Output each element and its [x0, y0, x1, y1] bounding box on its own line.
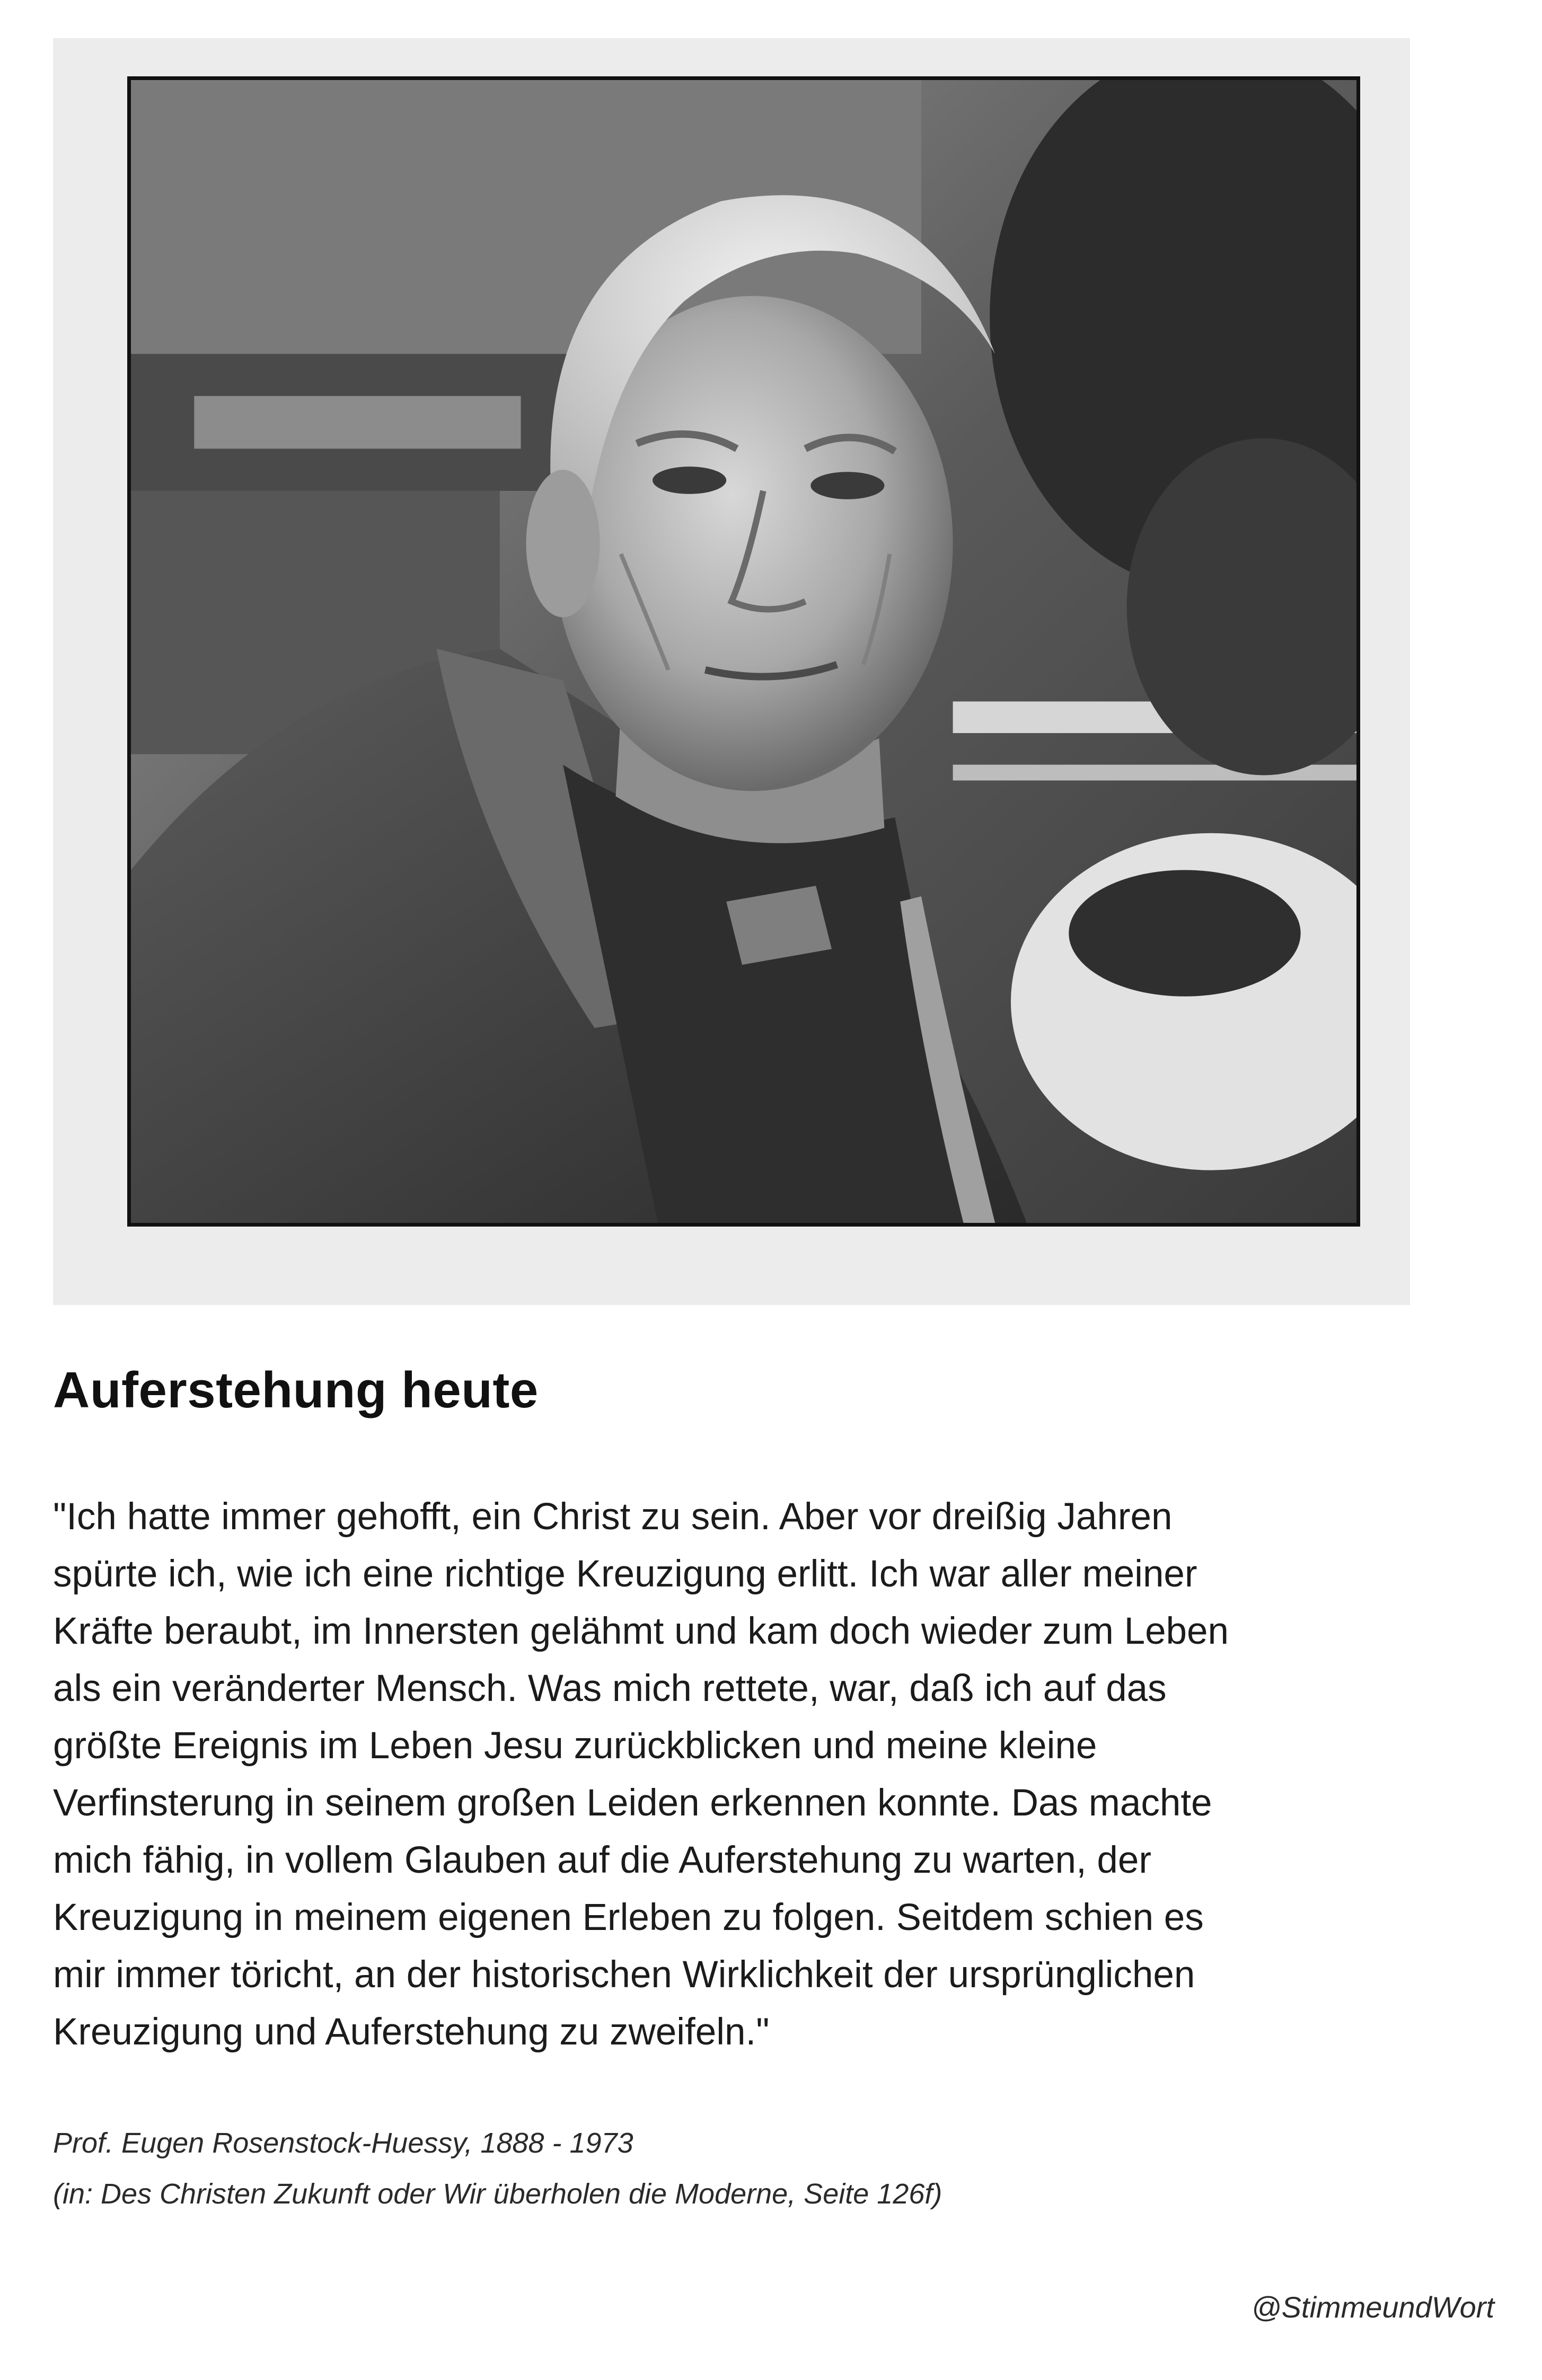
portrait-photo [127, 76, 1360, 1227]
quote-line: als ein veränderter Mensch. Was mich rettete, war, daß ich auf das [53, 1668, 1167, 1709]
quote-line: Kräfte beraubt, im Innersten gelähmt und kam doch wieder zum Leben [53, 1610, 1229, 1652]
quote-text [53, 1488, 1484, 2061]
quote-line: Kreuzigung in meinem eigenen Erleben zu folgen. Seitdem schien es [53, 1897, 1204, 1938]
quote-line: mich fähig, in vollem Glauben auf die Auferstehung zu warten, der [53, 1839, 1152, 1881]
quote-line: mir immer töricht, an der historischen Wirklichkeit der ursprünglichen [53, 1954, 1195, 1996]
quote-line: "Ich hatte immer gehofft, ein Christ zu sein. Aber vor dreißig Jahren [53, 1496, 1173, 1538]
page-title: Auferstehung heute [53, 1362, 539, 1418]
quote-line: Kreuzigung und Auferstehung zu zweifeln." [53, 2011, 770, 2053]
quote-line: spürte ich, wie ich eine richtige Kreuzigung erlitt. Ich war aller meiner [53, 1553, 1197, 1595]
quote-line: größte Ereignis im Leben Jesu zurückblicken und meine kleine [53, 1725, 1097, 1767]
social-handle: @StimmeundWort [1251, 2290, 1494, 2324]
quote-line: Verfinsterung in seinem großen Leiden erkennen konnte. Das machte [53, 1782, 1212, 1824]
photo-card [53, 38, 1410, 1305]
author-credit: Prof. Eugen Rosenstock-Huessy, 1888 - 1973 [53, 2127, 633, 2159]
source-citation: (in: Des Christen Zukunft oder Wir überholen die Moderne, Seite 126f) [53, 2178, 942, 2210]
attribution [53, 2118, 942, 2219]
portrait-photo-illustration [131, 80, 1356, 1223]
